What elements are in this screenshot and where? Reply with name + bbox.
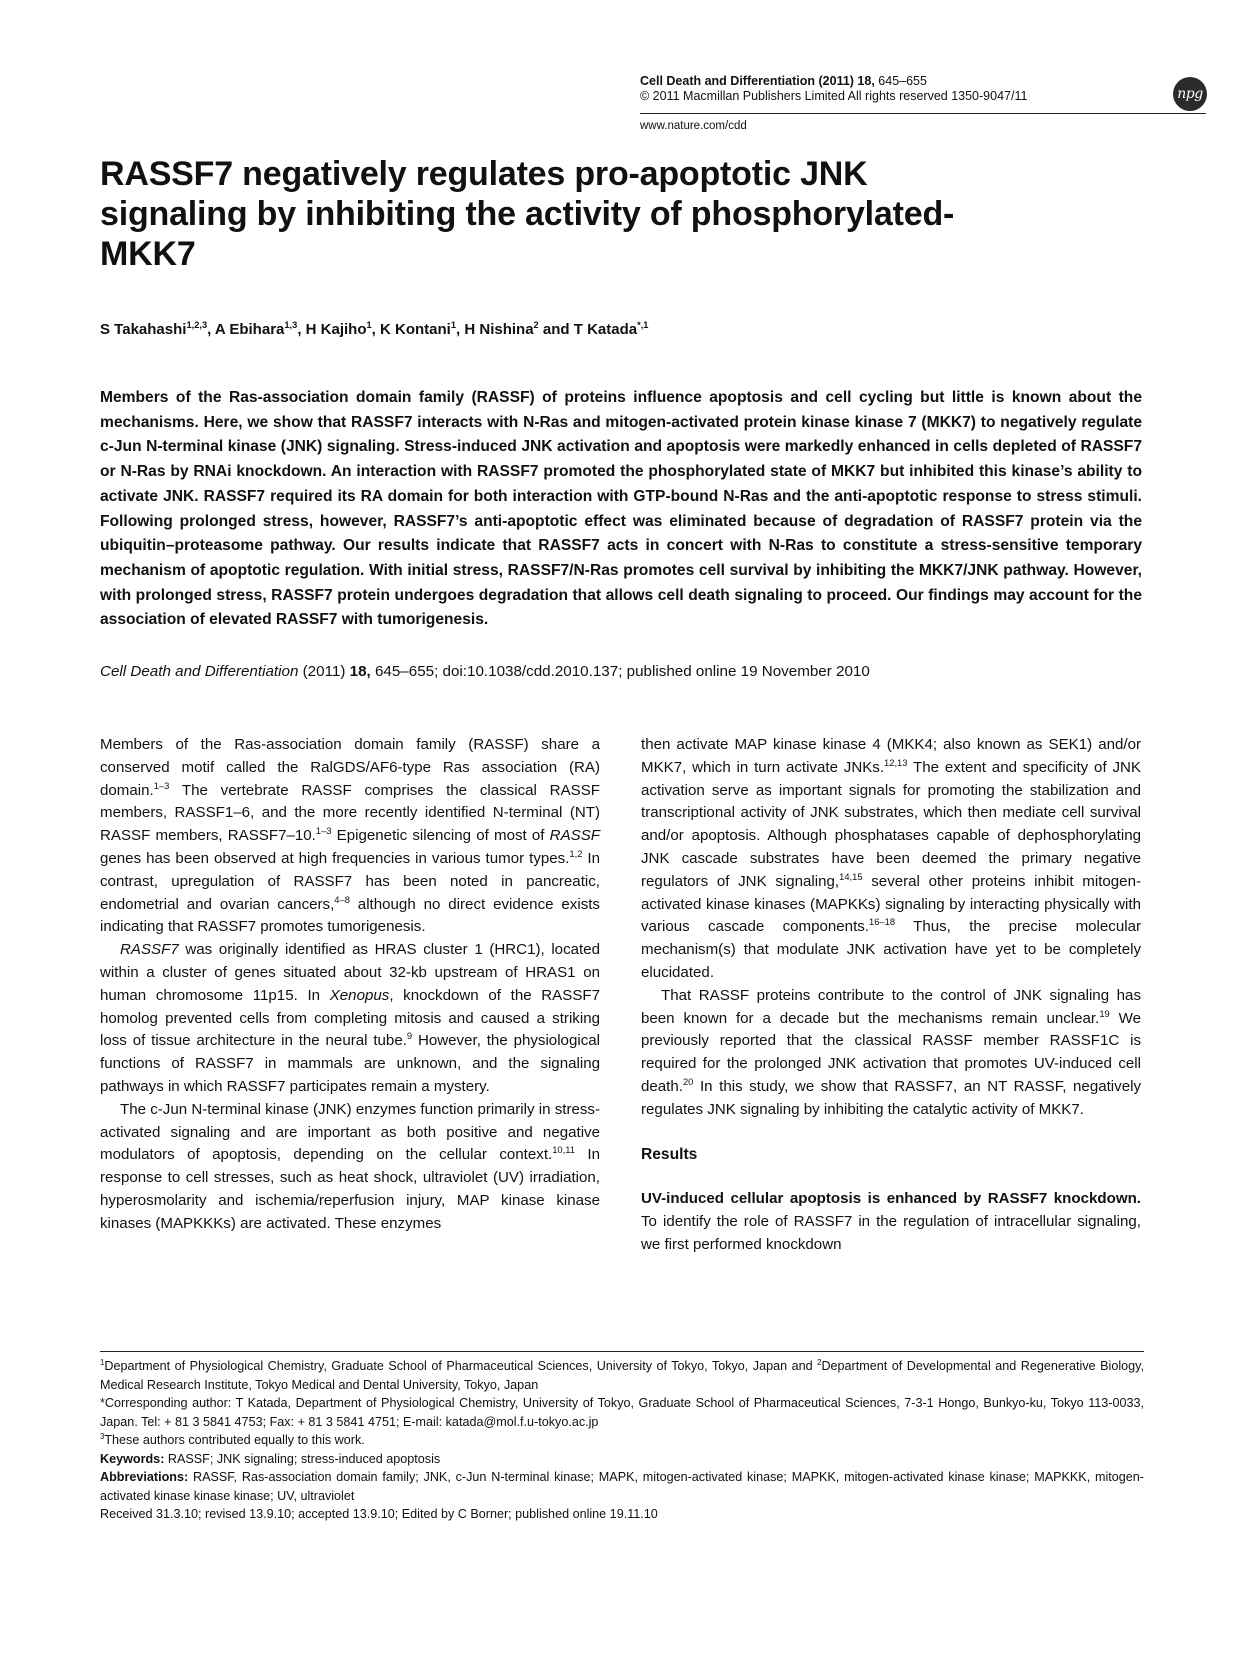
body-paragraph: RASSF7 was originally identified as HRAS cluster 1 (HRC1), located within a cluster of genes situated about 32-kb upstream of HRAS1 on human chromosome 11p15. In Xenopus, knockdown of the RASSF7 homolog prevented cells from completing mitosis and caused a striking loss of tissue architecture in the neural tube.$^9$ However, the physiological functions of RASSF7 in mammals are unknown, and the signaling pathways in which RASSF7 participates remain a mystery.	[100, 941, 600, 1095]
affiliations-footnote: $^1$Department of Physiological Chemistry, Graduate School of Pharmaceutical Sciences, University of Tokyo, Tokyo, Japan and $^2$Department of Developmental and Regenerative Biology, Medical Research Institute, Tokyo Medical and Dental University, Tokyo, Japan	[100, 1357, 1144, 1392]
body-paragraph: That RASSF proteins contribute to the control of JNK signaling has been known for a decade but the mechanisms remain unclear.$^{19}$ We previously reported that the classical RASSF member RASSF1C is required for the prolonged JNK activation that promotes UV-induced cell death.$^{20}$ In this study, we show that RASSF7, an NT RASSF, negatively regulates JNK signaling by inhibiting the catalytic activity of MKK7.	[641, 986, 1141, 1118]
author-affiliation-mark: 1,2,3	[186, 320, 208, 330]
abstract: Members of the Ras-association domain family (RASSF) of proteins influence apoptosis and cell cycling but little is known about the mechanisms. Here, we show that RASSF7 interacts with N-Ras and mitogen-activated protein kinase kinase 7 (MKK7) to negatively regulate c-Jun N-terminal kinase (JNK) signaling. Stress-induced JNK activation and apoptosis were markedly enhanced in cells depleted of RASSF7 or N-Ras by RNAi knockdown. An interaction with RASSF7 promoted the phosphorylated state of MKK7 but inhibited this kinase’s ability to activate JNK. RASSF7 required its RA domain for both interaction with GTP-bound N-Ras and the anti-apoptotic response to stress stimuli. Following prolonged stress, however, RASSF7’s anti-apoptotic effect was eliminated because of degradation of RASSF7 protein via the ubiquitin–proteasome pathway. Our results indicate that RASSF7 acts in concert with N-Ras to constitute a stress-sensitive temporary mechanism of apoptotic regulation. With initial stress, RASSF7/N-Ras promotes cell survival by inhibiting the MKK7/JNK pathway. However, with prolonged stress, RASSF7 protein undergoes degradation that allows cell death signaling to proceed. Our findings may account for the association of elevated RASSF7 with tumorigenesis.	[100, 389, 1142, 629]
body-column-right	[641, 734, 1141, 1257]
subsection-heading: UV-induced cellular apoptosis is enhanced by RASSF7 knockdown.	[641, 1190, 1141, 1208]
citation-volume: 18,	[349, 663, 371, 680]
author-affiliation-mark: 1	[366, 320, 372, 330]
journal-header	[640, 74, 927, 89]
received-dates: Received 31.3.10; revised 13.9.10; accepted 13.9.10; Edited by C Borner; published online 19.11.10	[100, 1507, 658, 1521]
citation-year: (2011)	[298, 663, 350, 680]
journal-pages: 645–655	[878, 74, 927, 88]
npg-logo: npg	[1173, 77, 1207, 111]
header-divider	[640, 113, 1206, 114]
body-column-left	[100, 734, 600, 1236]
author-name: T Katada	[573, 321, 638, 338]
author-affiliation-mark: 1	[450, 320, 457, 330]
journal-name: Cell Death and Differentiation	[640, 74, 816, 88]
citation-line	[100, 662, 870, 682]
results-text: To identify the role of RASSF7 in the regulation of intracellular signaling, we first performed knockdown	[641, 1213, 1141, 1253]
keywords: Keywords: RASSF; JNK signaling; stress-induced apoptosis	[100, 1451, 441, 1466]
abbreviations: Abbreviations: RASSF, Ras-association domain family; JNK, c-Jun N-terminal kinase; MAPK, mitogen-activated kinase; MAPKK, mitogen-activated kinase kinase; MAPKKK, mitogen-activated kinase kinase kinase; UV, ultraviolet	[100, 1470, 1144, 1503]
equal-contribution-footnote: $^3$These authors contributed equally to this work.	[100, 1431, 365, 1447]
body-paragraph: The c-Jun N-terminal kinase (JNK) enzymes function primarily in stress-activated signaling and are important as both positive and negative modulators of apoptosis, depending on the cellular context.$^{10,11}$ In response to cell stresses, such as heat shock, ultraviolet (UV) irradiation, hyperosmolarity and ischemia/reperfusion injury, MAP kinase kinase kinases (MAPKKKs) are activated. These enzymes	[100, 1100, 600, 1232]
footnote-divider	[100, 1351, 1144, 1352]
author-list: S Takahashi$^{1,2,3}$, A Ebihara$^{1,3}$, H Kajiho$^1$, K Kontani$^1$, H Nishina$^2$ and T Katada$^{*,1}$	[100, 320, 649, 338]
footnotes	[100, 1357, 1144, 1524]
body-paragraph: then activate MAP kinase kinase 4 (MKK4; also known as SEK1) and/or MKK7, which in turn activate JNKs.$^{12,13}$ The extent and specificity of JNK activation serve as important signals for promoting the stabilization and transcriptional activity of JNK substrates, which then mediate cell survival and/or apoptosis. Although phosphatases capable of dephosphorylating JNK cascade substrates have been deemed the primary negative regulators of JNK signaling,$^{14,15}$ several other proteins inhibit mitogen-activated kinase kinases (MAPKKs) signaling by interacting physically with various cascade components.$^{16-18}$ Thus, the precise molecular mechanism(s) that modulate JNK activation have yet to be completely elucidated.	[641, 736, 1142, 981]
author-affiliation-mark: 1,3	[284, 320, 298, 330]
section-heading-results: Results	[641, 1145, 698, 1163]
citation-details: 645–655; doi:10.1038/cdd.2010.137; published online 19 November 2010	[370, 663, 870, 680]
citation-journal: Cell Death and Differentiation	[100, 663, 299, 680]
body-paragraph: Members of the Ras-association domain family (RASSF) share a conserved motif called the RalGDS/AF6-type Ras association (RA) domain.$^{1-3}$ The vertebrate RASSF comprises the classical RASSF members, RASSF1–6, and the more recently identified N-terminal (NT) RASSF members, RASSF7–10.$^{1-3}$ Epigenetic silencing of most of RASSF genes has been observed at high frequencies in various tumor types.$^{1,2}$ In contrast, upregulation of RASSF7 has been noted in pancreatic, endometrial and ovarian cancers,$^{4-8}$ although no direct evidence exists indicating that RASSF7 promotes tumorigenesis.	[100, 736, 600, 936]
journal-year-volume: (2011) 18,	[818, 74, 875, 88]
author-name: K Kontani	[380, 321, 451, 338]
author-name: S Takahashi	[100, 321, 187, 338]
copyright-line: © 2011 Macmillan Publishers Limited All rights reserved 1350-9047/11	[640, 89, 1028, 103]
author-name: A Ebihara	[214, 321, 285, 338]
author-name: H Kajiho	[305, 321, 367, 338]
author-name: H Nishina	[464, 321, 534, 338]
author-affiliation-mark: *,1	[637, 320, 649, 330]
corresponding-author-footnote: *Corresponding author: T Katada, Department of Physiological Chemistry, University of Tokyo, Graduate School of Pharmaceutical Sciences, 7-3-1 Hongo, Bunkyo-ku, Tokyo 113-0033, Japan. Tel: + 81 3 5841 4753; Fax: + 81 3 5841 4751; E-mail: katada@mol.f.u-tokyo.ac.jp	[100, 1396, 1144, 1429]
journal-url[interactable]: www.nature.com/cdd	[640, 120, 747, 132]
article-title: RASSF7 negatively regulates pro-apoptotic JNK signaling by inhibiting the activity of phosphorylated-MKK7	[100, 155, 955, 273]
results-paragraph	[641, 1188, 1141, 1256]
author-affiliation-mark: 2	[533, 320, 539, 330]
